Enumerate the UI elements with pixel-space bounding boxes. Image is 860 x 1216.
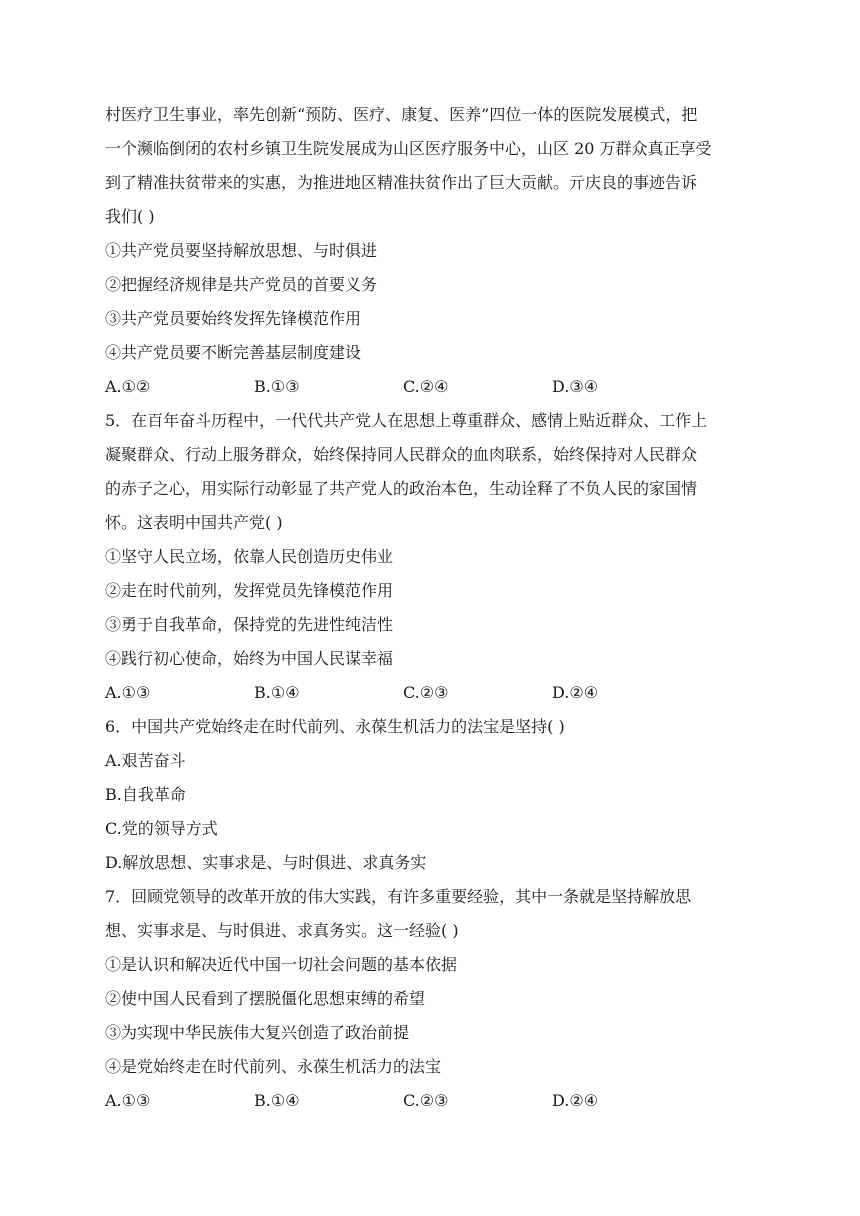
stem-line: 6．中国共产党始终走在时代前列、永葆生机活力的法宝是坚持( ) [105, 717, 565, 736]
option-b: B.自我革命 [105, 785, 186, 804]
statement-item: ④践行初心使命，始终为中国人民谋幸福 [105, 649, 394, 668]
stem-line: 7．回顾党领导的改革开放的伟大实践，有许多重要经验，其中一条就是坚持解放思 [105, 887, 692, 906]
answer-options [105, 1084, 765, 1118]
option-c: C.②④ [403, 377, 449, 396]
stem-line: 到了精准扶贫带来的实惠，为推进地区精准扶贫作出了巨大贡献。亓庆良的事迹告诉 [105, 173, 698, 192]
stem-line: 我们( ) [105, 207, 155, 226]
stem-line: 的赤子之心，用实际行动彰显了共产党人的政治本色，生动诠释了不负人民的家国情 [105, 479, 698, 498]
option-d: D.③④ [552, 377, 599, 396]
statement-item: ④是党始终走在时代前列、永葆生机活力的法宝 [105, 1057, 442, 1076]
statement-item: ②把握经济规律是共产党员的首要义务 [105, 275, 378, 294]
option-d: D.②④ [552, 1091, 599, 1110]
option-c: C.党的领导方式 [105, 819, 218, 838]
statement-item: ②使中国人民看到了摆脱僵化思想束缚的希望 [105, 989, 426, 1008]
question-6 [105, 710, 765, 880]
answer-options [105, 370, 765, 404]
answer-options [105, 676, 765, 710]
statement-item: ①共产党员要坚持解放思想、与时俱进 [105, 241, 378, 260]
statement-item: ③为实现中华民族伟大复兴创造了政治前提 [105, 1023, 410, 1042]
option-a: A.①③ [105, 683, 151, 702]
statement-item: ④共产党员要不断完善基层制度建设 [105, 343, 362, 362]
option-d: D.解放思想、实事求是、与时俱进、求真务实 [105, 853, 427, 872]
stem-line: 凝聚群众、行动上服务群众，始终保持同人民群众的血肉联系，始终保持对人民群众 [105, 445, 698, 464]
stem-line: 村医疗卫生事业，率先创新“预防、医疗、康复、医养”四位一体的医院发展模式，把 [105, 105, 698, 124]
statement-item: ③共产党员要始终发挥先锋模范作用 [105, 309, 362, 328]
document-page [105, 98, 765, 1118]
statement-item: ①是认识和解决近代中国一切社会问题的基本依据 [105, 955, 458, 974]
option-a: A.艰苦奋斗 [105, 751, 186, 770]
statement-item: ②走在时代前列，发挥党员先锋模范作用 [105, 581, 394, 600]
option-a: A.①③ [105, 1091, 151, 1110]
option-d: D.②④ [552, 683, 599, 702]
stem-line: 5．在百年奋斗历程中，一代代共产党人在思想上尊重群众、感情上贴近群众、工作上 [105, 411, 708, 430]
question-5 [105, 404, 765, 710]
statement-item: ①坚守人民立场，依靠人民创造历史伟业 [105, 547, 394, 566]
stem-line: 一个濒临倒闭的农村乡镇卫生院发展成为山区医疗服务中心，山区 20 万群众真正享受 [105, 139, 712, 158]
option-b: B.①④ [254, 683, 300, 702]
question-7 [105, 880, 765, 1118]
stem-line: 怀。这表明中国共产党( ) [105, 513, 283, 532]
option-b: B.①④ [254, 1091, 300, 1110]
option-c: C.②③ [403, 1091, 449, 1110]
option-b: B.①③ [254, 377, 300, 396]
option-c: C.②③ [403, 683, 449, 702]
option-a: A.①② [105, 377, 151, 396]
stem-line: 想、实事求是、与时俱进、求真务实。这一经验( ) [105, 921, 459, 940]
statement-item: ③勇于自我革命，保持党的先进性纯洁性 [105, 615, 394, 634]
question-4-continued [105, 98, 765, 404]
